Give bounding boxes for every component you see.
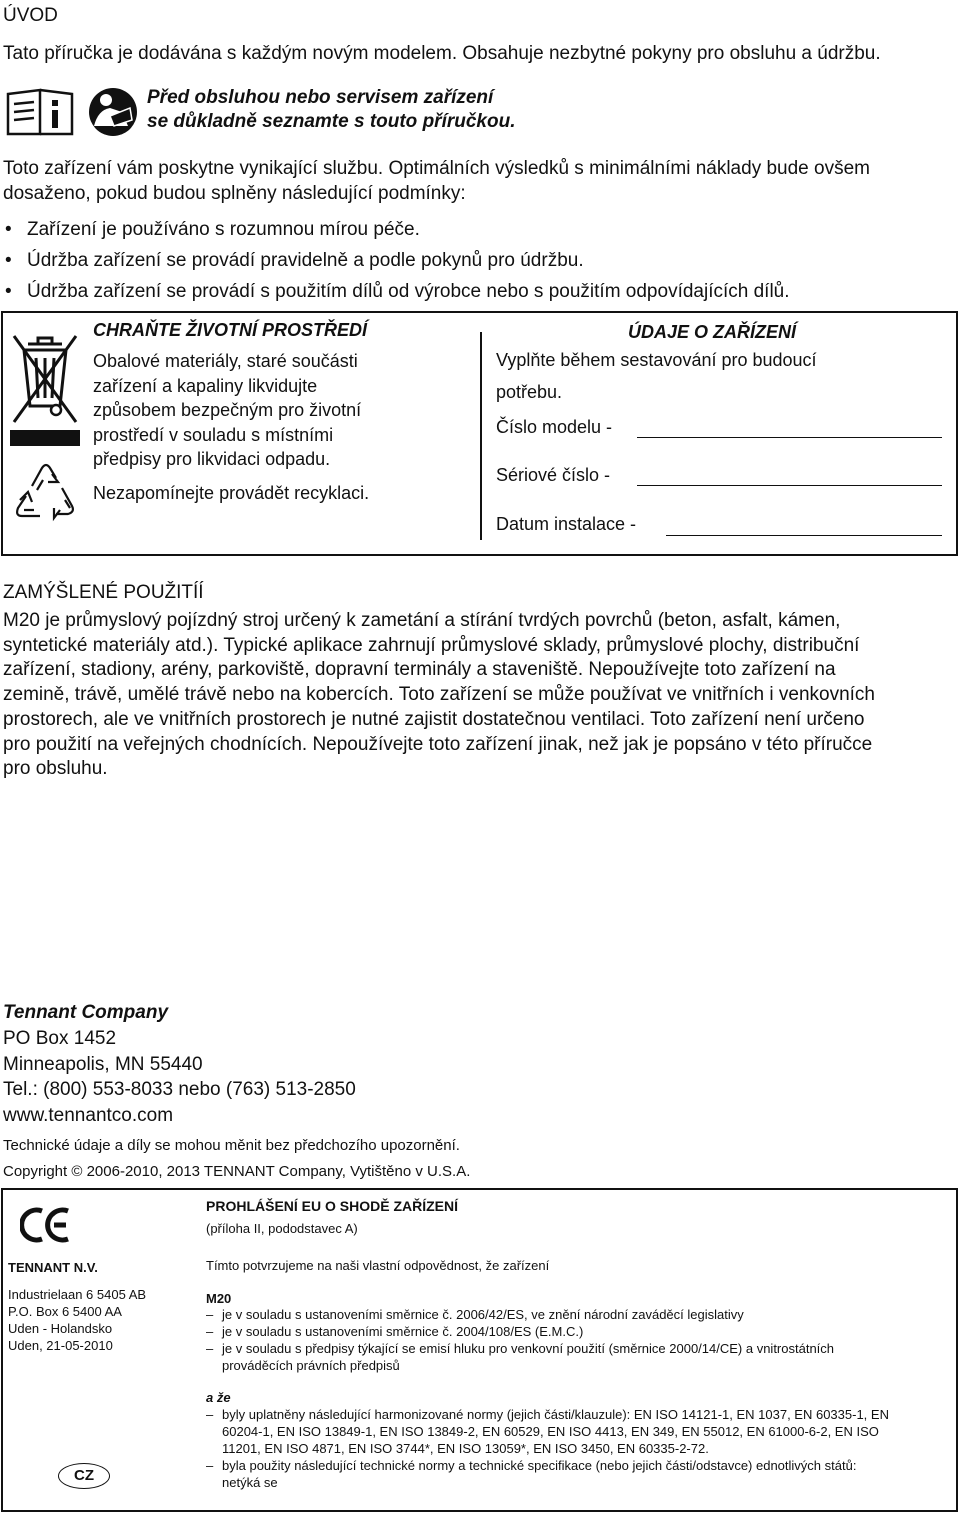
website-link[interactable]: www.tennantco.com (3, 1105, 174, 1127)
model-number-label: Číslo modelu - (496, 417, 613, 437)
list-item: – byla použity následující technické normy a technické specifikace (nebo jejich části/odstavce) ednotlivých států: netýká se (206, 1457, 896, 1491)
read-manual-icon (6, 86, 156, 138)
intended-use-text: M20 je průmyslový pojízdný stroj určený k zametání a stírání tvrdých povrchů (beton, asfalt, kámen, syntetické materiály atd.). Typické aplikace zahrnují průmyslové sklady, průmyslové plochy, distribuční zařízení, stadiony, arény, parkoviště, dopravní terminály a staveniště. Nepoužívejte toto zařízení na zemině, trávě, umělé trávě nebo na kobercích. Toto zařízení se může používat ve vnitřních i venkovních prostorech, ale ve vnitřních prostorech je nutné zajistit dostatečnou ventilaci. Toto zařízení není určeno pro použití na veřejných chodnících. Nepoužívejte toto zařízení jinak, než jak je popsáno v této příručce pro obsluhu. (3, 610, 875, 780)
nv-address: Industrielaan 6 5405 AB P.O. Box 6 5400 AA Uden - Holandsko Uden, 21-05-2010 (8, 1287, 147, 1353)
country-code-badge: CZ (58, 1463, 110, 1489)
copyright: Copyright © 2006-2010, 2013 TENNANT Company, Vytištěno v U.S.A. (3, 1163, 471, 1180)
recycle-reminder: Nezapomínejte provádět recyklaci. (93, 483, 370, 503)
company-address: Tennant Company PO Box 1452 Minneapolis, MN 55440 Tel.: (800) 553-8033 nebo (763) 513-2850 www.tennantco.com (3, 1000, 356, 1129)
declaration-subtitle: (příloha II, pododstavec A) (206, 1221, 358, 1236)
intended-use-heading: ZAMÝŠLENÉ POUŽITÍÍ (3, 582, 204, 603)
divider (480, 332, 482, 540)
nv-name: TENNANT N.V. (8, 1260, 98, 1275)
environment-title: CHRAŇTE ŽIVOTNÍ PROSTŘEDÍ (93, 320, 368, 340)
and-label: a že (206, 1390, 231, 1405)
list-item: • Zařízení je používáno s rozumnou mírou péče. (3, 217, 953, 248)
notice-line-2: se důkladně seznamte s touto příručkou. (147, 111, 516, 132)
ce-mark-icon (20, 1205, 72, 1245)
declaration-model: M20 (206, 1291, 232, 1306)
environment-text: Obalové materiály, staré součásti zařízení a kapaliny likvidujte způsobem bezpečným pro životní prostředí v souladu s místními předpisy pro likvidaci odpadu. (93, 351, 362, 469)
list-item: – je v souladu s ustanoveními směrnice č. 2006/42/ES, ve znění národní zaváděcí legislativy (206, 1306, 896, 1323)
conditions-list (3, 217, 953, 310)
machine-data-line-1: Vyplňte během sestavování pro budoucí (496, 350, 817, 370)
list-item: – byly uplatněny následující harmonizované normy (jejich části/klauzule): EN ISO 14121-1, EN 1037, EN 60335-1, EN 60204-1, EN ISO 13849-1, EN ISO 13849-2, EN 60529, EN ISO 4413, EN 349, EN 55012, EN 61000-6-2, EN ISO 11201, EN ISO 4871, EN ISO 3744*, EN ISO 13059*, EN ISO 3450, EN 60335-2-72. (206, 1406, 896, 1457)
machine-data-line-2: potřebu. (496, 382, 563, 402)
list-item: • Údržba zařízení se provádí s použitím dílů od výrobce nebo s použitím odpovídajících dílů. (3, 279, 953, 310)
declaration-title: PROHLÁŠENÍ EU O SHODĚ ZAŘÍZENÍ (206, 1198, 459, 1214)
intro-heading: ÚVOD (3, 5, 58, 26)
model-number-field[interactable] (637, 437, 942, 438)
intro-paragraph: Toto zařízení vám poskytne vynikající službu. Optimálních výsledků s minimálními náklady bude ovšem dosaženo, pokud budou splněny následující podmínky: (3, 158, 870, 204)
list-item: – je v souladu s ustanoveními směrnice č. 2004/108/ES (E.M.C.) (206, 1323, 896, 1340)
recycle-icon (10, 460, 82, 526)
company-name: Tennant Company (3, 1002, 169, 1023)
serial-number-field[interactable] (637, 485, 942, 486)
compliance-list (206, 1306, 896, 1374)
change-notice: Technické údaje a díly se mohou měnit bez předchozího upozornění. (3, 1137, 460, 1154)
intro-line: Tato příručka je dodávána s každým novým modelem. Obsahuje nezbytné pokyny pro obsluhu a údržbu. (3, 43, 881, 64)
list-item: • Údržba zařízení se provádí pravidelně a podle pokynů pro údržbu. (3, 248, 953, 279)
declaration-statement: Tímto potvrzujeme na naši vlastní odpovědnost, že zařízení (206, 1258, 550, 1273)
install-date-label: Datum instalace - (496, 514, 637, 534)
serial-number-label: Sériové číslo - (496, 465, 611, 485)
install-date-field[interactable] (666, 535, 942, 536)
machine-data-title: ÚDAJE O ZAŘÍZENÍ (628, 322, 797, 342)
standards-list (206, 1406, 896, 1491)
list-item: – je v souladu s předpisy týkající se emisí hluku pro venkovní použití (směrnice 2000/14/CE) a vnitrostátních prováděcích právních předpisů (206, 1340, 896, 1374)
waste-bin-icon (10, 332, 80, 450)
notice-line-1: Před obsluhou nebo servisem zařízení (147, 87, 494, 108)
